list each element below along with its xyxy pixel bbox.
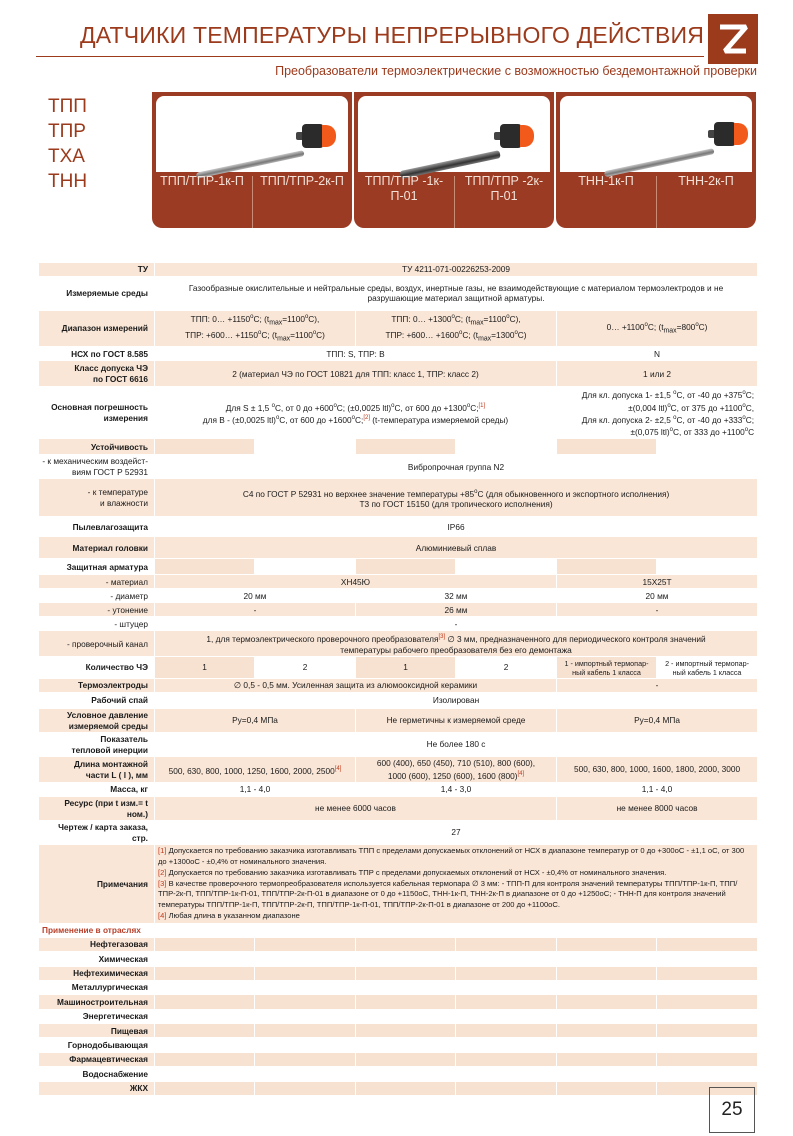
product-group-1 [152, 92, 352, 228]
product-photo-1 [156, 96, 348, 172]
industry-label: Пищевая [39, 1024, 155, 1038]
value-tu: ТУ 4211-071-00226253-2009 [155, 263, 758, 277]
industry-rows [39, 937, 758, 1095]
value-mass-3: 1,1 - 4,0 [557, 783, 758, 797]
industry-cell [456, 1009, 557, 1023]
row-check-channel [39, 631, 758, 657]
header-divider [36, 56, 704, 57]
row-length [39, 757, 758, 783]
value-length-2: 600 (400), 650 (450), 710 (510), 800 (600), 1000 (600), 1250 (600), 1600 (800)[4] [356, 757, 557, 783]
product-group-3 [556, 92, 756, 228]
value-head-material: Алюминиевый сплав [155, 537, 758, 559]
label-nsh: НСХ по ГОСТ 8.585 [39, 347, 155, 361]
row-mass [39, 783, 758, 797]
row-inertia [39, 733, 758, 757]
code-tpr: ТПР [48, 121, 86, 142]
value-elements-4: 2 [456, 657, 557, 679]
value-drawing[interactable]: 27 [155, 821, 758, 845]
product-label-tnn-1k-p: ТНН-1к-П [578, 174, 634, 188]
industry-cell [557, 1024, 657, 1038]
industry-cell [456, 1024, 557, 1038]
value-climate: С4 по ГОСТ Р 52931 но верхнее значение температуры $+85^оС$ (для обыкновенного и экспортного исполнения) Т3 по ГОСТ 15150 (для тропического исполнения) [155, 479, 758, 517]
industry-row [39, 1038, 758, 1052]
value-range-tpp-tpr: ТПП: 0… $+1150^оС$; $(t_{max}=1100^оС)$, ТПР: +600… $+1150^оС$; $(t_{max}=1100^оС)$ [155, 310, 356, 347]
industry-cell [456, 1067, 557, 1081]
industry-cell [557, 980, 657, 994]
industry-label: Химическая [39, 952, 155, 966]
industry-row [39, 966, 758, 980]
industry-label: Фармацевтическая [39, 1052, 155, 1066]
row-ip [39, 517, 758, 537]
industry-cell [557, 995, 657, 1009]
label-accuracy-class: Класс допуска ЧЭ по ГОСТ 6616 [39, 361, 155, 387]
label-notes: Примечания [39, 845, 155, 924]
row-range [39, 310, 758, 347]
label-inertia: Показатель тепловой инерции [39, 733, 155, 757]
industry-cell [456, 966, 557, 980]
value-elements-1: 1 [155, 657, 255, 679]
industry-cell [356, 1081, 456, 1095]
industry-cell [657, 937, 758, 951]
page-title: ДАТЧИКИ ТЕМПЕРАТУРЫ НЕПРЕРЫВНОГО ДЕЙСТВИЯ [80, 22, 705, 48]
code-tnn: ТНН [48, 171, 88, 192]
value-thermo-tnn: - [557, 679, 758, 693]
industry-cell [255, 1067, 356, 1081]
industry-row [39, 980, 758, 994]
industry-cell [456, 995, 557, 1009]
industry-cell [456, 980, 557, 994]
row-notes [39, 845, 758, 924]
value-accuracy-class-tnn: 1 или 2 [557, 361, 758, 387]
row-resource [39, 797, 758, 821]
label-drawing: Чертеж / карта заказа, стр. [39, 821, 155, 845]
industry-row [39, 1067, 758, 1081]
industry-row [39, 937, 758, 951]
value-mass-1: 1,1 - 4,0 [155, 783, 356, 797]
row-mech [39, 455, 758, 479]
label-fitting: - штуцер [39, 617, 155, 631]
product-strip [152, 92, 756, 228]
industry-cell [657, 952, 758, 966]
industry-row [39, 1009, 758, 1023]
row-industries-title [39, 923, 758, 937]
industry-cell [155, 1009, 255, 1023]
industry-cell [155, 1024, 255, 1038]
product-label-tpp-1k-p-01: ТПП/ТПР -1к-П-01 [364, 174, 444, 203]
industry-row [39, 952, 758, 966]
value-elements-6: 2 - импортный термопар- ный кабель 1 класса [657, 657, 758, 679]
value-nsh-tnn: N [557, 347, 758, 361]
label-climate: - к температуре и влажности [39, 479, 155, 517]
industry-cell [155, 1038, 255, 1052]
industry-cell [356, 1067, 456, 1081]
row-diameter [39, 589, 758, 603]
industry-cell [356, 980, 456, 994]
value-length-1: 500, 630, 800, 1000, 1250, 1600, 2000, 2500[4] [155, 757, 356, 783]
industry-label: Горнодобывающая [39, 1038, 155, 1052]
note-4: [4] Любая длина в указанном диапазоне [158, 910, 300, 920]
product-label-tnn-2k-p: ТНН-2к-П [678, 174, 734, 188]
value-elements-2: 2 [255, 657, 356, 679]
label-material: - материал [39, 575, 155, 589]
value-check-channel: 1, для термоэлектрического проверочного преобразователя[3] ∅ 3 мм, предназначенного для периодического контроля значений температуры рабочего преобразователя без его демонтажа [155, 631, 758, 657]
code-tha: ТХА [48, 146, 85, 167]
industry-cell [255, 1052, 356, 1066]
industry-cell [557, 952, 657, 966]
industry-cell [155, 980, 255, 994]
industry-cell [155, 1081, 255, 1095]
industry-cell [255, 980, 356, 994]
industry-cell [255, 1024, 356, 1038]
row-nsh [39, 347, 758, 361]
row-resistance [39, 439, 758, 455]
row-armature [39, 559, 758, 575]
industry-cell [255, 995, 356, 1009]
label-elements: Количество ЧЭ [39, 657, 155, 679]
value-material-tnn: 15Х25Т [557, 575, 758, 589]
label-thinning: - утонение [39, 603, 155, 617]
industry-cell [657, 1009, 758, 1023]
industry-cell [255, 937, 356, 951]
label-pressure: Условное давление измеряемой среды [39, 709, 155, 733]
industry-cell [456, 1038, 557, 1052]
product-label-tpp-2k-p: ТПП/ТПР-2к-П [260, 174, 344, 188]
value-error-tnn: Для кл. допуска 1- ±1,5 $^о$С, от -40 до $+375^оС$; ±(0,004 ltl)$^о$С, от 375 до $+1100^оС$, Для кл. допуска 2- ±2,5 $^о$С, от -40 до $+333^оС$; ±(0,075 ltl)$^о$С, от 333 до $+1100^оС$ [557, 387, 758, 439]
label-thermo: Термоэлектроды [39, 679, 155, 693]
industry-cell [356, 1038, 456, 1052]
industry-label: Машиностроительная [39, 995, 155, 1009]
industry-row [39, 1081, 758, 1095]
industry-cell [155, 995, 255, 1009]
value-ip: IP66 [155, 517, 758, 537]
value-resource-tp: не менее 6000 часов [155, 797, 557, 821]
value-fitting: - [155, 617, 758, 631]
row-error [39, 387, 758, 439]
industry-label: ЖКХ [39, 1081, 155, 1095]
value-mass-2: 1,4 - 3,0 [356, 783, 557, 797]
product-label-tpp-1k-p: ТПП/ТПР-1к-П [160, 174, 244, 188]
label-resistance: Устойчивость [39, 439, 155, 455]
industry-cell [557, 966, 657, 980]
industry-cell [155, 1067, 255, 1081]
brand-logo [708, 14, 758, 64]
industry-label: Водоснабжение [39, 1067, 155, 1081]
label-range: Диапазон измерений [39, 310, 155, 347]
note-1: [1] Допускается по требованию заказчика изготавливать ТПП с пределами допускаемых отклонений от НСХ в диапазоне температур от 0 до +300оС - ±1,1 оС, от 300 до +1300оС - ±0,4% от номинального значения. [158, 846, 745, 866]
industry-cell [356, 995, 456, 1009]
industry-cell [356, 1009, 456, 1023]
industry-cell [356, 1052, 456, 1066]
value-range-tpp-tpr-01: ТПП: 0… $+1300^оС$; $(t_{max}=1100^оС)$, ТПР: +600… $+1600^оС$; $(t_{max}=1300^оС)$ [356, 310, 557, 347]
industries-title: Применение в отраслях [39, 923, 758, 937]
industry-cell [557, 1038, 657, 1052]
industry-cell [657, 995, 758, 1009]
row-junction [39, 693, 758, 709]
label-mass: Масса, кг [39, 783, 155, 797]
industry-label: Нефтехимическая [39, 966, 155, 980]
value-media: Газообразные окислительные и нейтральные среды, воздух, инертные газы, не взаимодействующие с материалом термоэлектродов и не разрушающие материал защитной арматуры. [155, 276, 758, 310]
row-thinning [39, 603, 758, 617]
industry-label: Нефтегазовая [39, 937, 155, 951]
label-length: Длина монтажной части L ( l ), мм [39, 757, 155, 783]
industry-cell [557, 1052, 657, 1066]
value-pressure-2: Не герметичны к измеряемой среде [356, 709, 557, 733]
label-tu: ТУ [39, 263, 155, 277]
industry-label: Металлургическая [39, 980, 155, 994]
industry-cell [155, 952, 255, 966]
industry-cell [356, 952, 456, 966]
product-group-2 [354, 92, 554, 228]
industry-cell [456, 952, 557, 966]
industry-cell [657, 1067, 758, 1081]
page-number: 25 [709, 1087, 755, 1133]
value-thinning-3: - [557, 603, 758, 617]
row-head-material [39, 537, 758, 559]
value-notes [155, 845, 758, 924]
product-label-tpp-2k-p-01: ТПП/ТПР -2к-П-01 [464, 174, 544, 203]
label-resource: Ресурс (при t изм.= t ном.) [39, 797, 155, 821]
industry-cell [657, 1024, 758, 1038]
note-2: [2] Допускается по требованию заказчика изготавливать ТПР с пределами допускаемых отклонений от НСХ - ±0,4% от номинального значения. [158, 867, 667, 877]
label-media: Измеряемые среды [39, 276, 155, 310]
row-drawing [39, 821, 758, 845]
row-tu [39, 263, 758, 277]
value-error-tp: Для S ± 1,5 $^о$С, от 0 до $+600^оС$; (±0,0025 ltl)$^о$С, от 600 до $+1300^оС;[1]$ для В - (±0,0025 ltl)$^о$С, от 600 до $+1600^оС;[2]$ (t-температура измеряемой среды) [155, 387, 557, 439]
sensor-type-codes [48, 94, 87, 194]
industry-cell [657, 1052, 758, 1066]
value-elements-3: 1 [356, 657, 456, 679]
industry-cell [255, 952, 356, 966]
industry-cell [456, 1081, 557, 1095]
value-pressure-1: Ру=0,4 МПа [155, 709, 356, 733]
row-thermo [39, 679, 758, 693]
value-thinning-2: 26 мм [356, 603, 557, 617]
logo-z-icon [713, 19, 753, 59]
industry-cell [557, 1081, 657, 1095]
industry-cell [155, 1052, 255, 1066]
label-armature: Защитная арматура [39, 559, 155, 575]
value-thinning-1: - [155, 603, 356, 617]
label-error: Основная погрешность измерения [39, 387, 155, 439]
page-subtitle: Преобразователи термоэлектрические с возможностью бездемонтажной проверки [275, 64, 757, 78]
industry-cell [155, 966, 255, 980]
value-diameter-1: 20 мм [155, 589, 356, 603]
industry-label: Энергетическая [39, 1009, 155, 1023]
industry-row [39, 995, 758, 1009]
value-diameter-2: 32 мм [356, 589, 557, 603]
row-accuracy-class [39, 361, 758, 387]
row-material [39, 575, 758, 589]
label-junction: Рабочий спай [39, 693, 155, 709]
label-check-channel: - проверочный канал [39, 631, 155, 657]
label-head-material: Материал головки [39, 537, 155, 559]
spec-table [38, 262, 758, 1096]
product-photo-2 [358, 96, 550, 172]
value-thermo-tp: ∅ 0,5 - 0,5 мм. Усиленная защита из алюмооксидной керамики [155, 679, 557, 693]
industry-cell [356, 937, 456, 951]
value-junction: Изолирован [155, 693, 758, 709]
industry-cell [356, 966, 456, 980]
value-inertia: Не более 180 с [155, 733, 758, 757]
value-range-tnn: 0… $+1100^оС$; $(t_{max}=800^оС)$ [557, 310, 758, 347]
value-mech: Вибропрочная группа N2 [155, 455, 758, 479]
industry-cell [657, 980, 758, 994]
industry-cell [456, 937, 557, 951]
label-mech: - к механическим воздейст- виям ГОСТ Р 52931 [39, 455, 155, 479]
value-length-3: 500, 630, 800, 1000, 1600, 1800, 2000, 3000 [557, 757, 758, 783]
value-resource-tnn: не менее 8000 часов [557, 797, 758, 821]
value-pressure-3: Ру=0,4 МПа [557, 709, 758, 733]
product-photo-3 [560, 96, 752, 172]
row-climate [39, 479, 758, 517]
industry-cell [557, 1067, 657, 1081]
industry-cell [255, 1081, 356, 1095]
industry-cell [255, 1009, 356, 1023]
row-elements [39, 657, 758, 679]
industry-cell [456, 1052, 557, 1066]
industry-row [39, 1024, 758, 1038]
label-ip: Пылевлагозащита [39, 517, 155, 537]
row-pressure [39, 709, 758, 733]
industry-row [39, 1052, 758, 1066]
value-accuracy-class-tp: 2 (материал ЧЭ по ГОСТ 10821 для ТПП: класс 1, ТПР: класс 2) [155, 361, 557, 387]
industry-cell [255, 1038, 356, 1052]
code-tpp: ТПП [48, 96, 87, 117]
row-media [39, 276, 758, 310]
industry-cell [557, 1009, 657, 1023]
note-3: [3] В качестве проверочного термопреобразователя используется кабельная термопара ∅ 3 мм: - ТПП-П для контроля значений температуры ТПП/ТПР-1к-П, ТПП/ТПР-2к-П, ТПП/ТПР-1к-П-01, ТПП/ТПР-2к-П-01 в диапазоне от 0 до +1150оС, ТНН-1к-П, ТНН-2к-П в диапазоне от 0 до +1250оС; - ТНН-П для контроля значений температуры ТПП/ТПР-1к-П, ТПП/ТПР-2к-П, ТПП/ТПР-1к-П-01, ТПП/ТПР-2к-П-01 в диапазоне от 200 до +1100оС. [158, 878, 738, 910]
row-fitting [39, 617, 758, 631]
value-nsh-tp: ТПП: S, ТПР: B [155, 347, 557, 361]
industry-cell [155, 937, 255, 951]
industry-cell [657, 966, 758, 980]
industry-cell [557, 937, 657, 951]
industry-cell [657, 1038, 758, 1052]
industry-cell [356, 1024, 456, 1038]
value-material-tp: ХН45Ю [155, 575, 557, 589]
value-diameter-3: 20 мм [557, 589, 758, 603]
label-diameter: - диаметр [39, 589, 155, 603]
value-elements-5: 1 - импортный термопар- ный кабель 1 класса [557, 657, 657, 679]
industry-cell [255, 966, 356, 980]
